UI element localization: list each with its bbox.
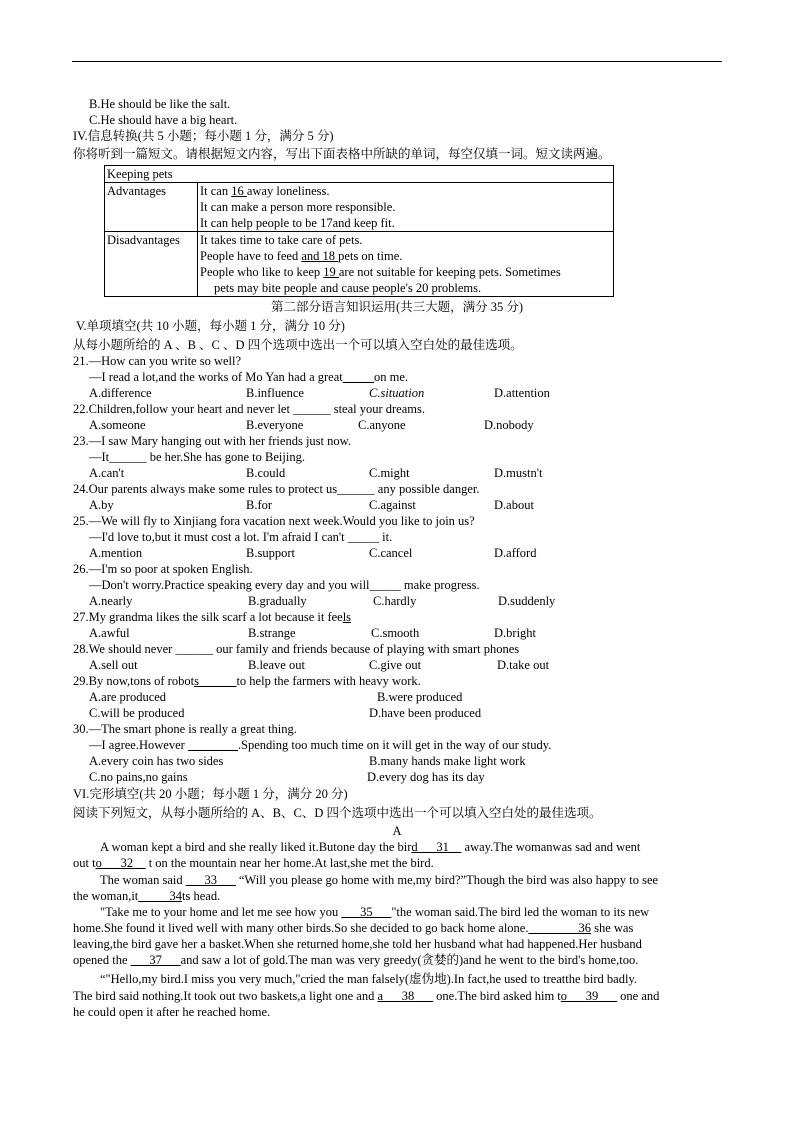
q28-stem: 28.We should never ______ our family and friends because of playing with smart phones [73,642,520,656]
q29-option-b: B.were produced [377,690,463,704]
q22-option-a: A.someone [89,418,146,432]
q26-option-c: C.hardly [373,594,417,608]
q21-option-c: C.situation [369,386,425,400]
q30-option-c: C.no pains,no gains [89,770,188,784]
q24-option-d: D.about [494,498,534,512]
q23-line2: —It______ be her.She has gone to Beijing. [89,450,305,464]
q23-stem: 23.—I saw Mary hanging out with her friends just now. [73,434,351,448]
passage-a-heading: A [392,824,402,838]
q21-stem: 21.—How can you write so well? [73,354,242,368]
header-rule [72,61,722,62]
q23-option-c: C.might [369,466,410,480]
q30-option-b: B.many hands make light work [369,754,526,768]
section-5-instructions: 从每小题所给的 A 、B 、C 、D 四个选项中选出一个可以填入空白处的最佳选项。 [73,338,523,352]
passage-line: “"Hello,my bird.I miss you very much,"cried the man falsely(虚伪地).In fact,he used to treatthe bird badly. [100,972,638,986]
blank-18: and 18 [301,249,339,263]
q30-option-d: D.every dog has its day [367,770,485,784]
passage-line: "Take me to your home and let me see how you ___35___"the woman said.The bird led the woman to its new [100,905,650,919]
advantages-cell: It can 16 away loneliness. It can make a person more responsible. It can help people to be 17and keep fit. [198,183,614,232]
q21-option-a: A.difference [89,386,152,400]
q21-line2: —I read a lot,and the works of Mo Yan had a great_____on me. [89,370,409,384]
section-6-instructions: 阅读下列短文，从每小题所给的 A、B、C、D 四个选项中选出一个可以填入空白处的最佳选项。 [73,806,602,820]
q21-option-d: D.attention [494,386,550,400]
q24-option-c: C.against [369,498,416,512]
q26-option-b: B.gradually [248,594,307,608]
table-header: Keeping pets [105,166,614,183]
q29-option-c: C.will be produced [89,706,185,720]
q26-line2: —Don't worry.Practice speaking every day and you will_____ make progress. [89,578,480,592]
q25-option-c: C.cancel [369,546,413,560]
q27-option-c: C.smooth [371,626,420,640]
q25-option-a: A.mention [89,546,143,560]
passage-line: home.She found it lived well with many other birds.So she decided to go back home alone.________36 she was [73,921,634,935]
q27-option-d: D.bright [494,626,537,640]
passage-line: leaving,the bird gave her a basket.When she returned home,she told her husband what had happened.Her husband [73,937,642,951]
q22-option-c: C.anyone [358,418,406,432]
passage-line: he could open it after he reached home. [73,1005,271,1019]
q30-option-a: A.every coin has two sides [89,754,224,768]
passage-line: The woman said ___33___ “Will you please go home with me,my bird?”Though the bird was also happy to see [100,873,659,887]
q26-stem: 26.—I'm so poor at spoken English. [73,562,253,576]
q23-option-d: D.mustn't [494,466,543,480]
q22-stem: 22.Children,follow your heart and never let ______ steal your dreams. [73,402,425,416]
section-4-instructions: 你将听到一篇短文。请根据短文内容，写出下面表格中所缺的单词，每空仅填一词。短文读两遍。 [73,147,611,161]
part-2-title: 第二部分语言知识运用(共三大题，满分 35 分) [270,300,524,314]
q28-option-b: B.leave out [248,658,305,672]
keeping-pets-table [104,165,614,297]
passage-line: the woman,it_____34ts head. [73,889,221,903]
q26-option-d: D.suddenly [498,594,556,608]
q23-option-a: A.can't [89,466,125,480]
q22-option-b: B.everyone [246,418,304,432]
disadvantages-label: Disadvantages [105,232,198,297]
section-4-title: IV.信息转换(共 5 小题；每小题 1 分，满分 5 分) [73,129,334,143]
passage-line: The bird said nothing.It took out two baskets,a light one and a___38___ one.The bird asked him to___39___ one and [73,989,660,1003]
disadvantages-cell: It takes time to take care of pets. People have to feed and 18 pets on time. People who like to keep 19 are not suitable for keeping pets. Sometimes pets may bite people and cause people's 20 problems. [198,232,614,297]
section-6-title: VI.完形填空(共 20 小题；每小题 1 分，满分 20 分) [73,787,348,801]
blank-19: 19 [323,265,339,279]
blank-16: 16 [231,184,247,198]
passage-line: A woman kept a bird and she really liked it.Butone day the bird___31__ away.The womanwas sad and went [100,840,641,854]
option-c-prev: C.He should have a big heart. [89,113,238,127]
q29-option-d: D.have been produced [369,706,482,720]
q25-option-d: D.afford [494,546,537,560]
q24-option-b: B.for [246,498,273,512]
q29-option-a: A.are produced [89,690,167,704]
q30-line2: —I agree.However ________.Spending too much time on it will get in the way of our study. [89,738,552,752]
q28-option-d: D.take out [497,658,550,672]
q29-stem: 29.By now,tons of robots______to help the farmers with heavy work. [73,674,421,688]
advantages-label: Advantages [105,183,198,232]
q30-stem: 30.—The smart phone is really a great thing. [73,722,297,736]
q23-option-b: B.could [246,466,286,480]
q21-option-b: B.influence [246,386,304,400]
q27-option-a: A.awful [89,626,130,640]
section-5-title: V.单项填空(共 10 小题，每小题 1 分，满分 10 分) [76,319,345,333]
q25-line2: —I'd love to,but it must cost a lot. I'm afraid I can't _____ it. [89,530,393,544]
q28-option-a: A.sell out [89,658,138,672]
q24-option-a: A.by [89,498,114,512]
q22-option-d: D.nobody [484,418,534,432]
option-b-prev: B.He should be like the salt. [89,97,231,111]
q24-stem: 24.Our parents always make some rules to protect us______ any possible danger. [73,482,480,496]
passage-line: out to___32__ t on the mountain near her home.At last,she met the bird. [73,856,434,870]
q27-stem: 27.My grandma likes the silk scarf a lot because it feels [73,610,352,624]
q27-option-b: B.strange [248,626,296,640]
q28-option-c: C.give out [369,658,422,672]
q26-option-a: A.nearly [89,594,133,608]
q25-stem: 25.—We will fly to Xinjiang fora vacation next week.Would you like to join us? [73,514,475,528]
q25-option-b: B.support [246,546,295,560]
passage-line: opened the ___37___and saw a lot of gold.The man was very greedy(贪婪的)and he went to the bird's home,too. [73,953,639,967]
